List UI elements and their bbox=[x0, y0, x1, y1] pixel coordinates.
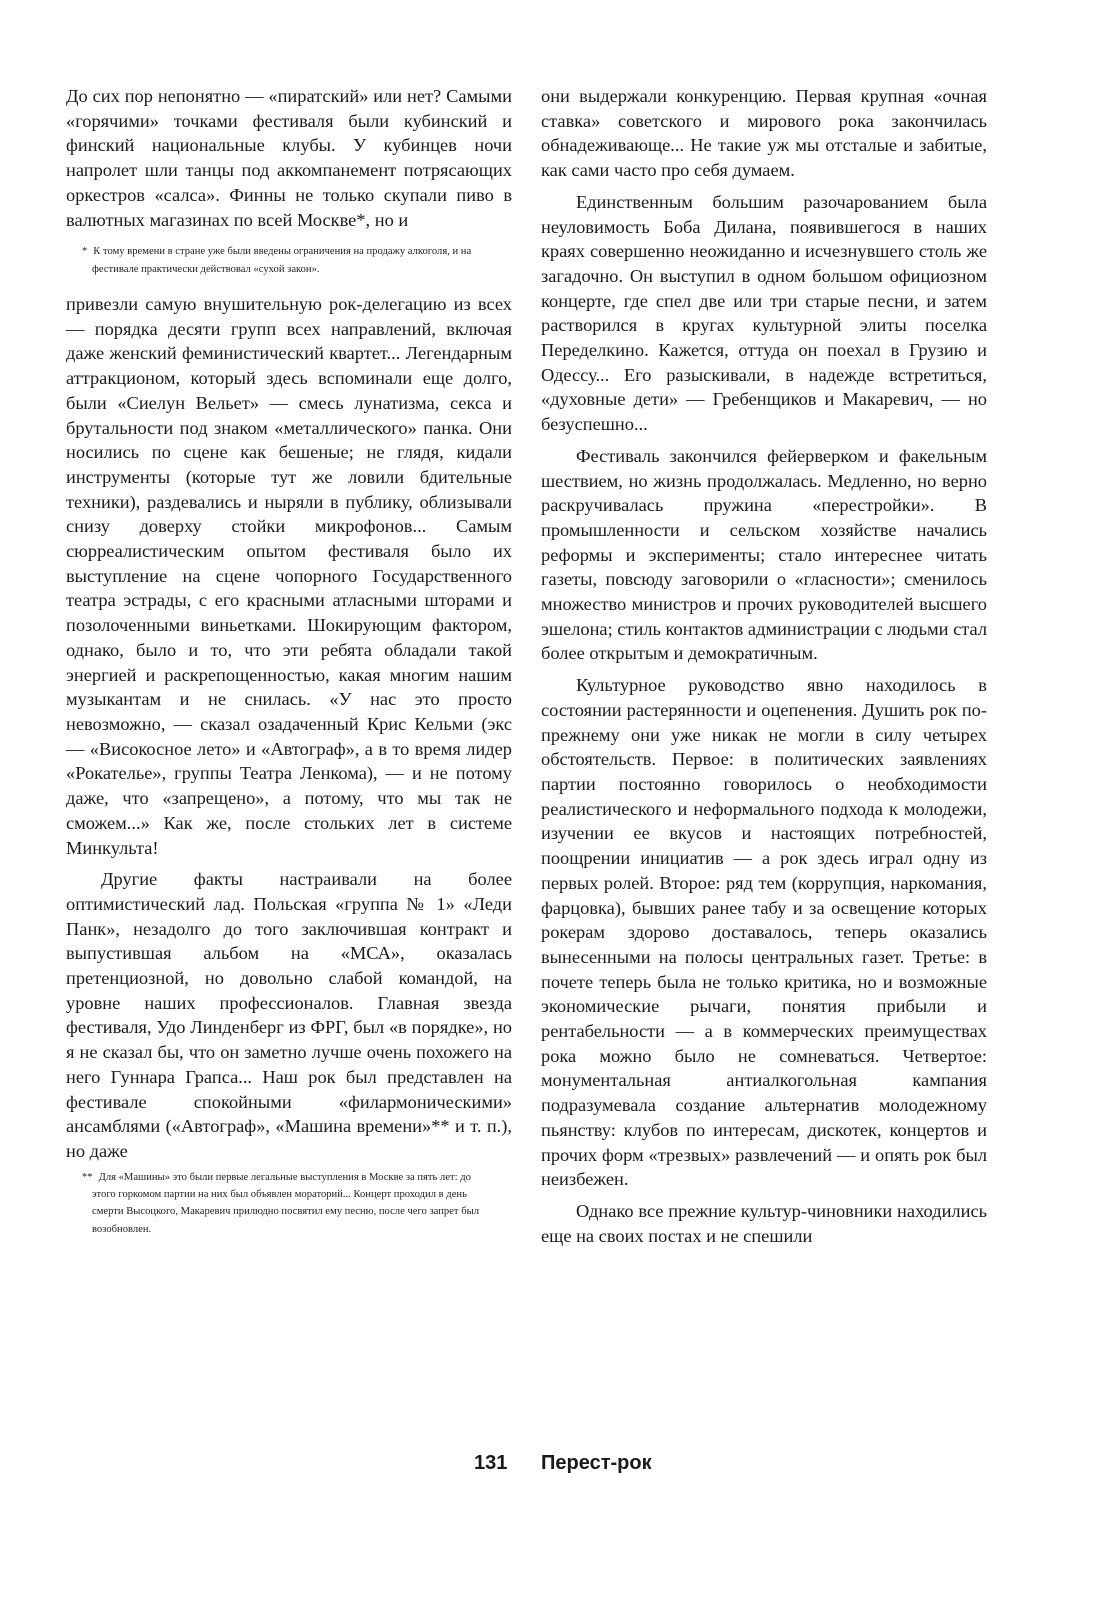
footnote-1-mark: * bbox=[82, 246, 88, 258]
left-paragraph-2: привезли самую внушительную рок-делегацию из всех — порядка десяти групп всех направлений, включая даже женский феминистический квартет... Легендарным аттракционом, который здесь вспоминали еще долго, были «Сиелун Вельет» — смесь лунатизма, секса и брутальности под знаком «металлического» панка. Они носились по сцене как бешеные; не глядя, кидали инструменты (которые тут же ловили бдительные техники), раздевались и ныряли в публику, облизывали снизу доверху стойки микрофонов... Самым сюрреалистическим опытом фестиваля было их выступление на сцене чопорного Государственного театра эстрады, с его красными атласными шторами и позолоченными виньетками. Шокирующим фактором, однако, было и то, что эти ребята обладали такой энергией и раскрепощенностью, какая многим нашим музыкантам и не снилась. «У нас это просто невозможно, — сказал озадаченный Крис Кельми (экс — «Високосное лето» и «Автограф», а в то время лидер «Рокателье», группы Театра Ленкома), — и не потому даже, что «запрещено», а потому, что мы так не сможем...» Как же, после стольких лет в системе Минкульта! bbox=[66, 294, 512, 858]
right-paragraph-2: Единственным большим разочарованием была неуловимость Боба Дилана, появившегося в наших краях совершенно неожиданно и исчезнувшего столь же загадочно. Он выступил в одном большом официозном концерте, где спел две или три старые песни, и затем растворился в кругах культурной элиты поселка Переделкино. Кажется, оттуда он поехал в Грузию и Одессу... Его разыскивали, в надежде встретиться, «духовные дети» — Гребенщиков и Макаревич, — но безуспешно... bbox=[541, 191, 987, 435]
right-paragraph-1: они выдержали конкуренцию. Первая крупная «очная ставка» советского и мирового рока закончилась обнадеживающе... Не такие уж мы отсталые и забитые, как сами часто про себя думаем. bbox=[541, 86, 987, 181]
footnote-1 bbox=[82, 243, 482, 278]
page-number: 131 bbox=[474, 1452, 508, 1474]
running-title: Перест-рок bbox=[541, 1452, 652, 1474]
footnote-2-text: Для «Машины» это были первые легальные выступления в Москве за пять лет: до этого горкомом партии на них был объявлен мораторий... Концерт проходил в день смерти Высоцкого, Макаревич прилюдно посвятил ему песню, после чего запрет был возобновлен. bbox=[92, 1171, 479, 1235]
right-paragraph-4: Культурное руководство явно находилось в состоянии растерянности и оцепенения. Душить рок по-прежнему они уже никак не могли в силу четырех обстоятельств. Первое: в политических заявлениях партии постоянно говорилось о необходимости реалистического и неформального подхода к молодежи, изучении ее вкусов и настоящих потребностей, поощрении инициатив — а рок здесь играл одну из первых ролей. Второе: ряд тем (коррупция, наркомания, фарцовка), бывших ранее табу и за освещение которых рокерам здорово доставалось, теперь оказались вынесенными на полосы центральных газет. Третье: в почете теперь была не только критика, но и возможные экономические рычаги, понятия прибыли и рентабельности — а в коммерческих преимуществах рока можно было не сомневаться. Четвертое: монументальная антиалкогольная кампания подразумевала создание альтернатив молодежному пьянству: клубов по интересам, дискотек, концертов и прочих форм «трезвых» развлечений — и опять рок был неизбежен. bbox=[541, 675, 987, 1190]
footnote-2-mark: ** bbox=[82, 1171, 93, 1183]
left-paragraph-1: До сих пор непонятно — «пиратский» или нет? Самыми «горячими» точками фестиваля были кубинский и финский национальные клубы. У кубинцев ночи напролет шли танцы под аккомпанемент потрясающих оркестров «салса». Финны не только скупали пиво в валютных магазинах по всей Москве*, но и bbox=[66, 86, 512, 230]
right-paragraph-3: Фестиваль закончился фейерверком и факельным шествием, но жизнь продолжалась. Медленно, но верно раскручивалась пружина «перестройки». В промышленности и сельском хозяйстве начались реформы и эксперименты; стало интереснее читать газеты, повсюду заговорили о «гласности»; сменилось множество министров и прочих руководителей высшего эшелона; стиль контактов администрации с людьми стал более открытым и демократичным. bbox=[541, 445, 988, 664]
footnote-1-text: К тому времени в стране уже были введены ограничения на продажу алкоголя, и на фестивале практически действовал «сухой закон». bbox=[92, 246, 472, 275]
left-column bbox=[66, 84, 512, 1238]
right-paragraph-5: Однако все прежние культур-чиновники находились еще на своих постах и не спешили bbox=[541, 1200, 987, 1246]
right-column bbox=[541, 84, 987, 1248]
left-paragraph-3: Другие факты настраивали на более оптимистический лад. Польская «группа № 1» «Леди Панк», незадолго до того заключившая контракт и выпустившая альбом на «МСА», оказалась претенциозной, но довольно слабой командой, на уровне наших профессионалов. Главная звезда фестиваля, Удо Линденберг из ФРГ, был «в порядке», но я не сказал бы, что он заметно лучше очень похожего на него Гуннара Грапса... Наш рок был представлен на фестивале спокойными «филармоническими» ансамблями («Автограф», «Машина времени»** и т. п.), но даже bbox=[66, 869, 512, 1161]
footnote-2 bbox=[82, 1169, 482, 1239]
